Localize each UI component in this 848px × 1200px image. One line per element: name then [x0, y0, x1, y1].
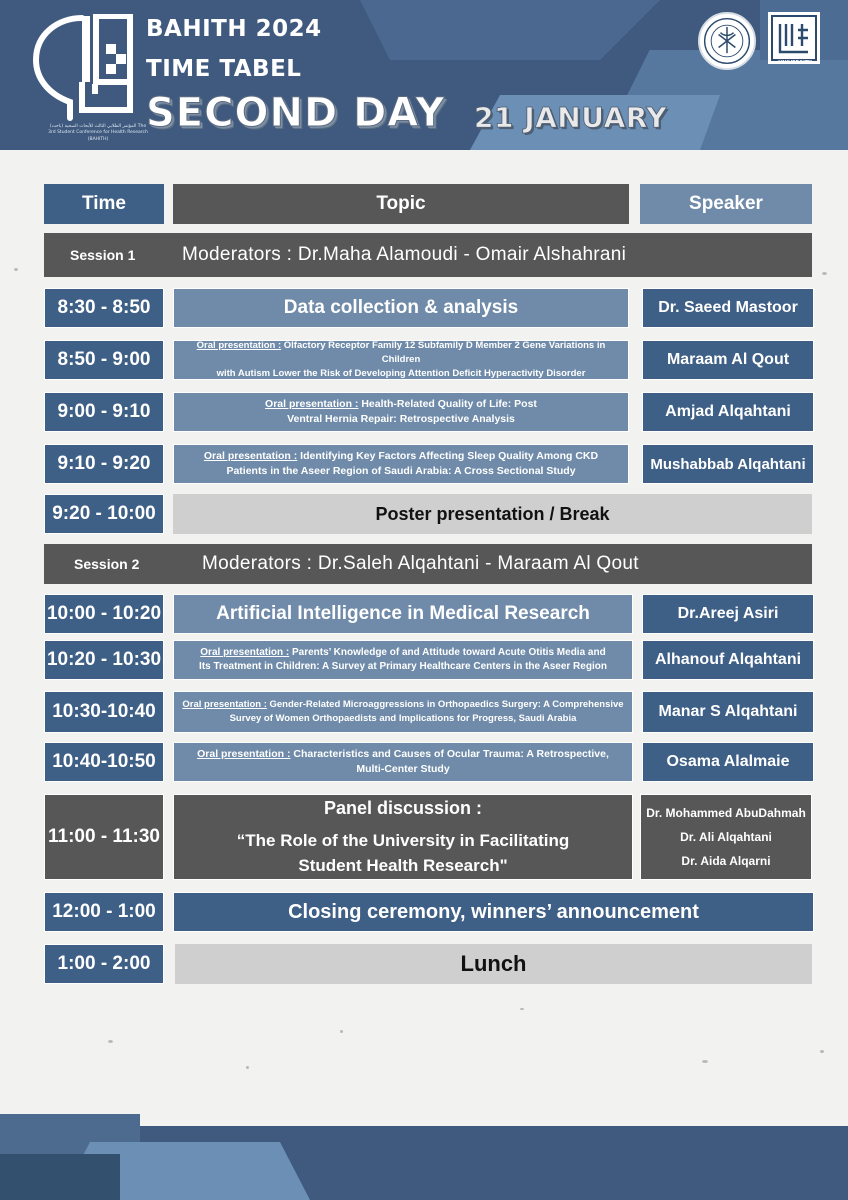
topic-cell: [173, 742, 633, 782]
panel-speaker: Dr. Aida Alqarni: [681, 854, 771, 868]
topic-text: Health-Related Quality of Life: Post: [358, 397, 537, 410]
decor-speck: [14, 268, 18, 271]
event-title: BAHITH 2024: [146, 16, 322, 42]
topic-line: [182, 698, 623, 712]
logo-caption: المؤتمر الطلابي الثالث للأبحاث الصحية (باحث) The 3rd Student Conference for Health Research (BAHITH): [48, 124, 148, 142]
decor-speck: [520, 1008, 524, 1010]
page-footer: [0, 1114, 848, 1200]
topic-cell: [173, 340, 629, 380]
oral-presentation-label: Oral presentation :: [265, 397, 359, 410]
speaker-cell: Dr.Areej Asiri: [642, 594, 814, 634]
topic-line: Patients in the Aseer Region of Saudi Arabia: A Cross Sectional Study: [226, 465, 576, 477]
time-cell: 8:30 - 8:50: [44, 288, 164, 328]
topic-cell-break: Poster presentation / Break: [173, 494, 812, 534]
column-header-speaker: Speaker: [640, 184, 812, 224]
time-cell: 8:50 - 9:00: [44, 340, 164, 380]
speaker-cell: Amjad Alqahtani: [642, 392, 814, 432]
speaker-cell: Dr. Saeed Mastoor: [642, 288, 814, 328]
oral-presentation-label: Oral presentation :: [203, 449, 298, 462]
topic-text: Gender-Related Microaggressions in Orthopaedics Surgery: A Comprehensive: [266, 699, 624, 711]
topic-line: Survey of Women Orthopaedists and Implications for Progress, Saudi Arabia: [229, 713, 577, 724]
time-cell: 12:00 - 1:00: [44, 892, 164, 932]
session-label: Session 2: [74, 556, 140, 572]
session-moderators: Moderators : Dr.Maha Alamoudi - Omair Alshahrani: [182, 244, 627, 265]
decor-speck: [822, 272, 827, 275]
oral-presentation-label: Oral presentation :: [196, 340, 282, 352]
panel-heading: Panel discussion :: [323, 798, 483, 819]
panel-title-line: “The Role of the University in Facilitating: [236, 831, 570, 851]
panel-speaker: Dr. Mohammed AbuDahmah: [646, 806, 806, 820]
panel-speakers-cell: [640, 794, 812, 880]
time-cell: 10:30-10:40: [44, 691, 164, 733]
topic-line: [197, 747, 609, 762]
time-cell: 10:00 - 10:20: [44, 594, 164, 634]
decor-speck: [108, 1040, 113, 1043]
time-cell: 9:00 - 9:10: [44, 392, 164, 432]
time-cell: 9:20 - 10:00: [44, 494, 164, 534]
header-decor-shape: [360, 0, 660, 60]
oral-presentation-label: Oral presentation :: [197, 747, 291, 760]
decor-speck: [246, 1066, 249, 1069]
topic-line: [204, 449, 598, 464]
topic-line: [200, 646, 605, 661]
topic-line: Multi-Center Study: [356, 763, 450, 775]
kingdom-seal-icon: [698, 12, 756, 70]
topic-text: Parents’ Knowledge of and Attitude toward Acute Otitis Media and: [289, 646, 606, 658]
topic-line: [180, 339, 622, 367]
panel-topic-cell: [173, 794, 633, 880]
session-1-bar: [44, 233, 812, 277]
decor-speck: [702, 1060, 708, 1063]
topic-cell: [173, 392, 629, 432]
speaker-cell: Maraam Al Qout: [642, 340, 814, 380]
topic-cell-lunch: Lunch: [175, 944, 812, 984]
speaker-cell: Osama Alalmaie: [642, 742, 814, 782]
oral-presentation-label: Oral presentation :: [200, 646, 290, 658]
university-name: KING KHALID UNIVERSITY: [776, 54, 814, 66]
time-cell: 1:00 - 2:00: [44, 944, 164, 984]
panel-speaker: Dr. Ali Alqahtani: [680, 830, 772, 844]
topic-line: [265, 397, 537, 412]
time-cell: 10:40-10:50: [44, 742, 164, 782]
time-cell: 11:00 - 11:30: [44, 794, 164, 880]
topic-cell: [173, 691, 633, 733]
topic-line: with Autism Lower the Risk of Developing Attention Deficit Hyperactivity Disorder: [216, 367, 586, 379]
event-subtitle: TIME TABEL: [146, 56, 302, 82]
topic-line: Its Treatment in Children: A Survey at Primary Healthcare Centers in the Aseer Region: [199, 661, 607, 672]
bahith-logo-icon: [30, 14, 134, 126]
column-header-topic: Topic: [173, 184, 629, 224]
time-cell: 9:10 - 9:20: [44, 444, 164, 484]
topic-cell-closing: Closing ceremony, winners’ announcement: [173, 892, 814, 932]
topic-cell: Data collection & analysis: [173, 288, 629, 328]
topic-cell: [173, 640, 633, 680]
column-header-time: Time: [44, 184, 164, 224]
topic-text: Identifying Key Factors Affecting Sleep Quality Among CKD: [297, 449, 599, 462]
speaker-cell: Mushabbab Alqahtani: [642, 444, 814, 484]
topic-text: Characteristics and Causes of Ocular Trauma: A Retrospective,: [290, 747, 609, 760]
time-cell: 10:20 - 10:30: [44, 640, 164, 680]
speaker-cell: Manar S Alqahtani: [642, 691, 814, 733]
panel-title-line: Student Health Research": [298, 856, 508, 876]
oral-presentation-label: Oral presentation :: [182, 699, 267, 711]
session-moderators: Moderators : Dr.Saleh Alqahtani - Maraam Al Qout: [202, 553, 639, 574]
session-label: Session 1: [70, 247, 136, 263]
topic-text: Olfactory Receptor Family 12 Subfamily D Member 2 Gene Variations in Children: [281, 340, 606, 366]
decor-speck: [820, 1050, 824, 1053]
session-2-bar: [44, 544, 812, 584]
page-header: [0, 0, 848, 150]
topic-cell: Artificial Intelligence in Medical Research: [173, 594, 633, 634]
decor-speck: [340, 1030, 343, 1033]
topic-cell: [173, 444, 629, 484]
footer-decor-shape: [0, 1154, 120, 1200]
speaker-cell: Alhanouf Alqahtani: [642, 640, 814, 680]
topic-line: Ventral Hernia Repair: Retrospective Analysis: [287, 413, 515, 425]
day-title: SECOND DAY: [146, 90, 446, 136]
event-date: 21 JANUARY: [474, 101, 668, 134]
